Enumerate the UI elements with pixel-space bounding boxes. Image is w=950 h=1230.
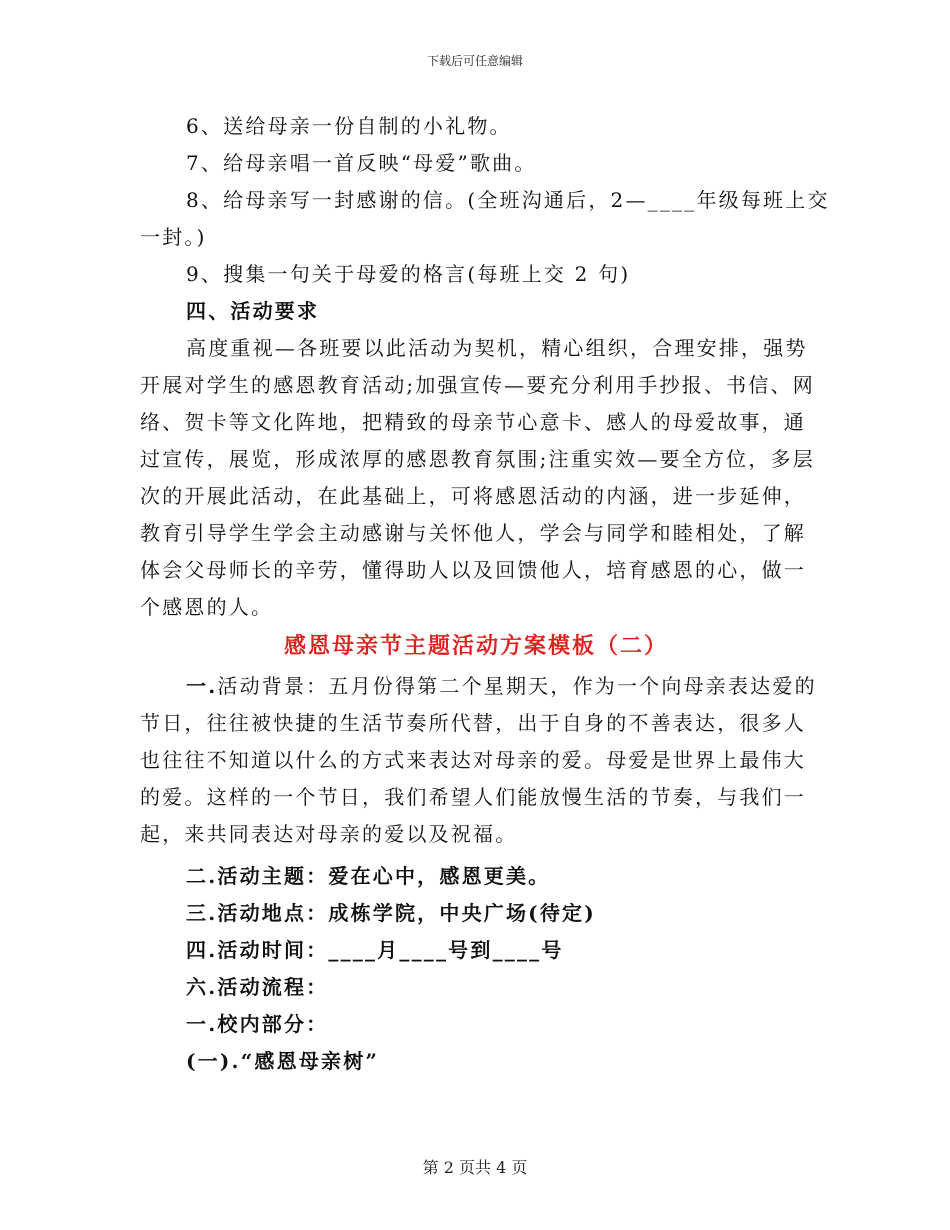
document-body <box>140 108 830 1080</box>
paragraph-line: 个感恩的人。 <box>140 595 274 619</box>
paragraph-line: 体会父母师长的辛劳，懂得助人以及回馈他人，培育感恩的心，做一 <box>140 558 806 582</box>
activity-theme: 二.活动主题：爱在心中，感恩更美。 <box>186 864 551 888</box>
paragraph-line: 开展对学生的感恩教育活动;加强宣传—要充分利用手抄报、书信、网 <box>140 373 815 397</box>
activity-location: 三.活动地点：成栋学院，中央广场(待定) <box>186 901 596 925</box>
paragraph-line: 起，来共同表达对母亲的爱以及祝福。 <box>140 822 518 846</box>
paragraph-line: 的爱。这样的一个节日，我们希望人们能放慢生活的节奏，与我们一 <box>140 785 806 809</box>
list-item-8-continued: 一封。) <box>140 225 207 249</box>
section-title: 感恩母亲节主题活动方案模板（二） <box>283 633 668 659</box>
section-heading-requirements: 四、活动要求 <box>186 299 320 323</box>
paragraph-line: 次的开展此活动，在此基础上，可将感恩活动的内涵，进一步延伸， <box>140 484 806 508</box>
list-item-9: 9、搜集一句关于母爱的格言(每班上交 2 句) <box>186 262 631 286</box>
paragraph-line: 高度重视—各班要以此活动为契机，精心组织，合理安排，强势 <box>186 336 808 360</box>
paragraph-line: 也往往不知道以什么的方式来表达对母亲的爱。母爱是世界上最伟大 <box>140 748 806 772</box>
paragraph-line: 节日，往往被快捷的生活节奏所代替，出于自身的不善表达，很多人 <box>140 711 806 735</box>
list-item-6: 6、送给母亲一份自制的小礼物。 <box>186 114 512 138</box>
gratitude-tree: (一).“感恩母亲树” <box>186 1049 380 1073</box>
activity-process: 六.活动流程： <box>186 975 329 999</box>
background-text: 活动背景：五月份得第二个星期天，作为一个向母亲表达爱的 <box>217 674 817 698</box>
activity-time: 四.活动时间：____月____号到____号 <box>186 938 564 962</box>
paragraph-line: 过宣传，展览，形成浓厚的感恩教育氛围;注重实效—要全方位，多层 <box>140 447 815 471</box>
background-lead: 一. <box>186 674 218 698</box>
background-paragraph-first <box>140 668 817 705</box>
campus-part: 一.校内部分： <box>186 1012 329 1036</box>
paragraph-line: 教育引导学生学会主动感谢与关怀他人，学会与同学和睦相处，了解 <box>140 521 806 545</box>
page-footer: 第 2 页共 4 页 <box>422 1158 528 1177</box>
paragraph-line: 络、贺卡等文化阵地，把精致的母亲节心意卡、感人的母爱故事，通 <box>140 410 806 434</box>
page-header: 下载后可任意编辑 <box>426 54 523 68</box>
list-item-7: 7、给母亲唱一首反映“母爱”歌曲。 <box>186 151 537 175</box>
list-item-8: 8、给母亲写一封感谢的信。(全班沟通后，2—____年级每班上交 <box>186 188 830 212</box>
